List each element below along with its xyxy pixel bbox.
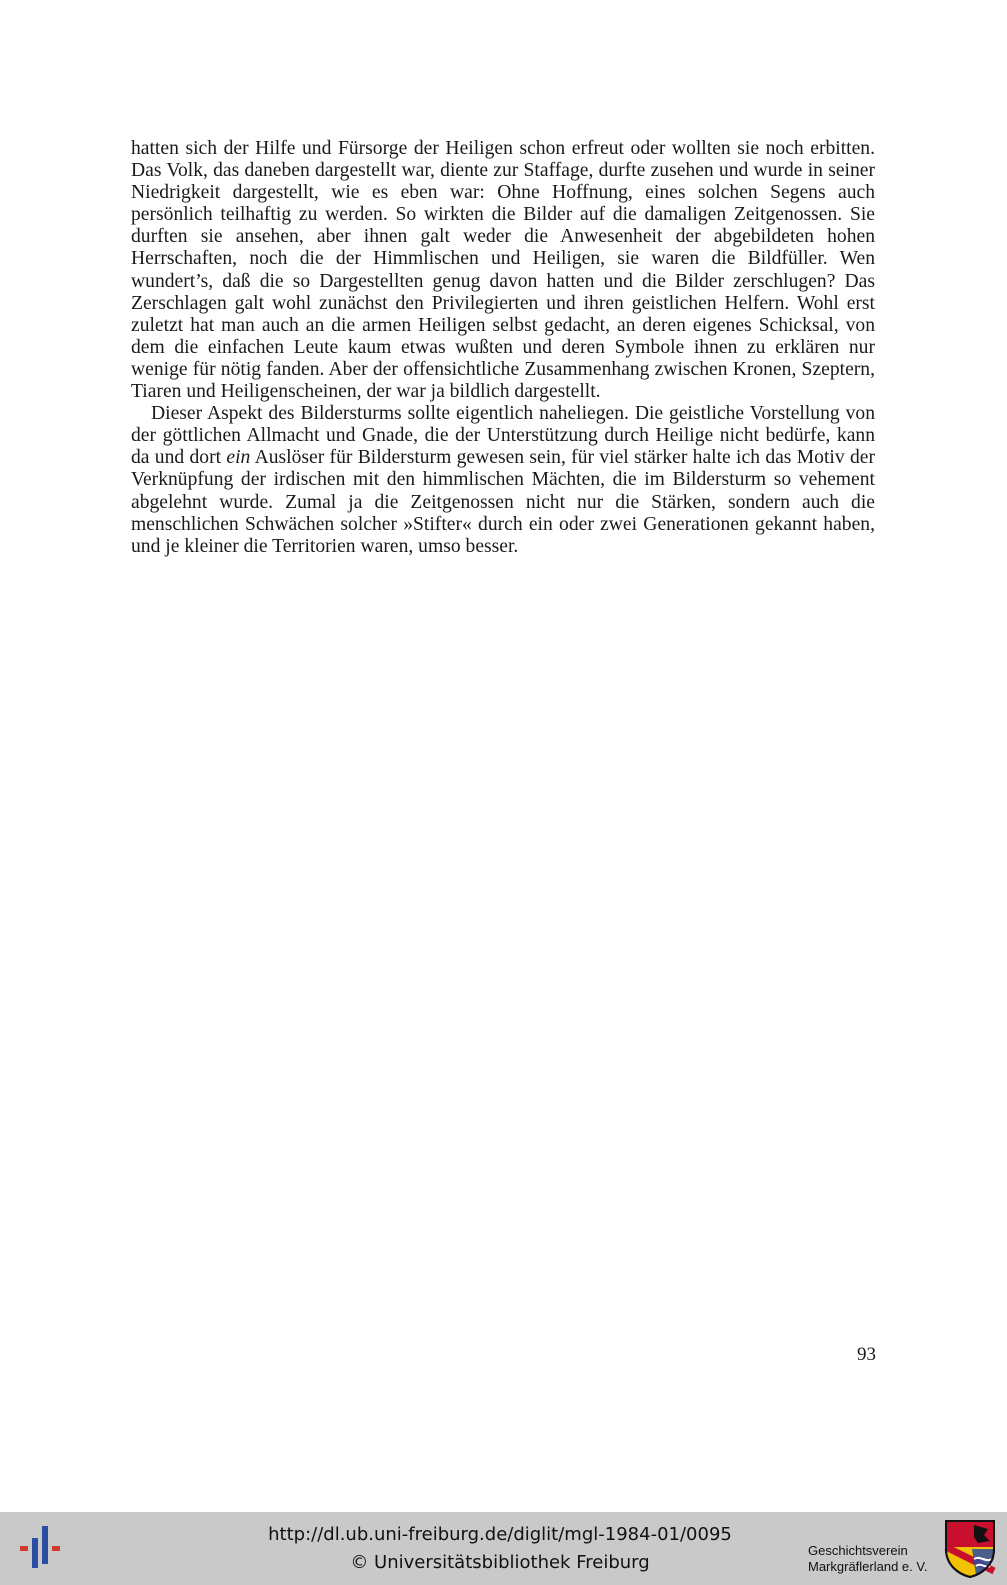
paragraph-2-text-before: Dieser Aspekt des Bildersturms sollte eigentlich naheliegen. Die geistliche Vorstellung von der göttlichen Allmacht und Gnade, die der Unterstützung durch Heilige nicht bedürfe, kann da und dort xyxy=(131,403,875,469)
paragraph-2 xyxy=(131,403,875,558)
paragraph-2-text-after: Auslöser für Bildersturm gewesen sein, für viel stärker halte ich das Motiv der Verknüpfung der irdischen mit den himmlischen Mächten, die im Bildersturm so vehement abgelehnt wurde. Zumal ja die Zeitgenossen nicht nur die Stärken, sondern auch die menschlichen Schwächen solcher »Stifter« durch ein oder zwei Generationen gekannt haben, und je kleiner die Territorien waren, umso besser. xyxy=(131,447,875,557)
paragraph-1: hatten sich der Hilfe und Fürsorge der Heiligen schon erfreut oder wollten sie noch erbitten. Das Volk, das daneben dargestellt war, diente zur Staffage, durfte zusehen und wurde in seiner Niedrigkeit dargestellt, wie es eben war: Ohne Hoffnung, eines solchen Segens auch persönlich teilhaftig zu werden. So wirkten die Bilder auf die damaligen Zeitgenossen. Sie durften sie ansehen, aber ihnen galt weder die Anwesenheit der abgebildeten hohen Herrschaften, noch die der Himmlischen und Heiligen, sie waren die Bildfüller. Wen wundert’s, daß die so Dargestellten genug davon hatten und die Bilder zerschlugen? Das Zerschlagen galt wohl zunächst den Privilegierten und ihren geistlichen Helfern. Wohl erst zuletzt hat man auch an die armen Heiligen selbst gedacht, an deren eigenes Schicksal, von dem die einfachen Leute kaum etwas wußten und deren Symbole ihnen zu erklären nur wenige für nötig fanden. Aber der offensichtliche Zusammenhang zwischen Kronen, Szeptern, Tiaren und Heiligenscheinen, der war ja bildlich dargestellt. xyxy=(131,138,875,403)
footer-copyright: © Universitätsbibliothek Freiburg xyxy=(350,1552,650,1573)
footer-url-link[interactable]: http://dl.ub.uni-freiburg.de/diglit/mgl-1984-01/0095 xyxy=(268,1524,732,1545)
society-name-line-1: Geschichtsverein xyxy=(808,1543,908,1558)
page-number: 93 xyxy=(857,1344,876,1365)
footer-bar xyxy=(0,1512,1007,1585)
paragraph-2-emphasis: ein xyxy=(226,447,251,469)
ub-freiburg-logo-icon xyxy=(20,1520,66,1570)
society-name-line-2: Markgräflerland e. V. xyxy=(808,1559,928,1574)
coat-of-arms-icon xyxy=(944,1519,996,1579)
society-name xyxy=(808,1543,936,1575)
page-body xyxy=(131,138,875,558)
